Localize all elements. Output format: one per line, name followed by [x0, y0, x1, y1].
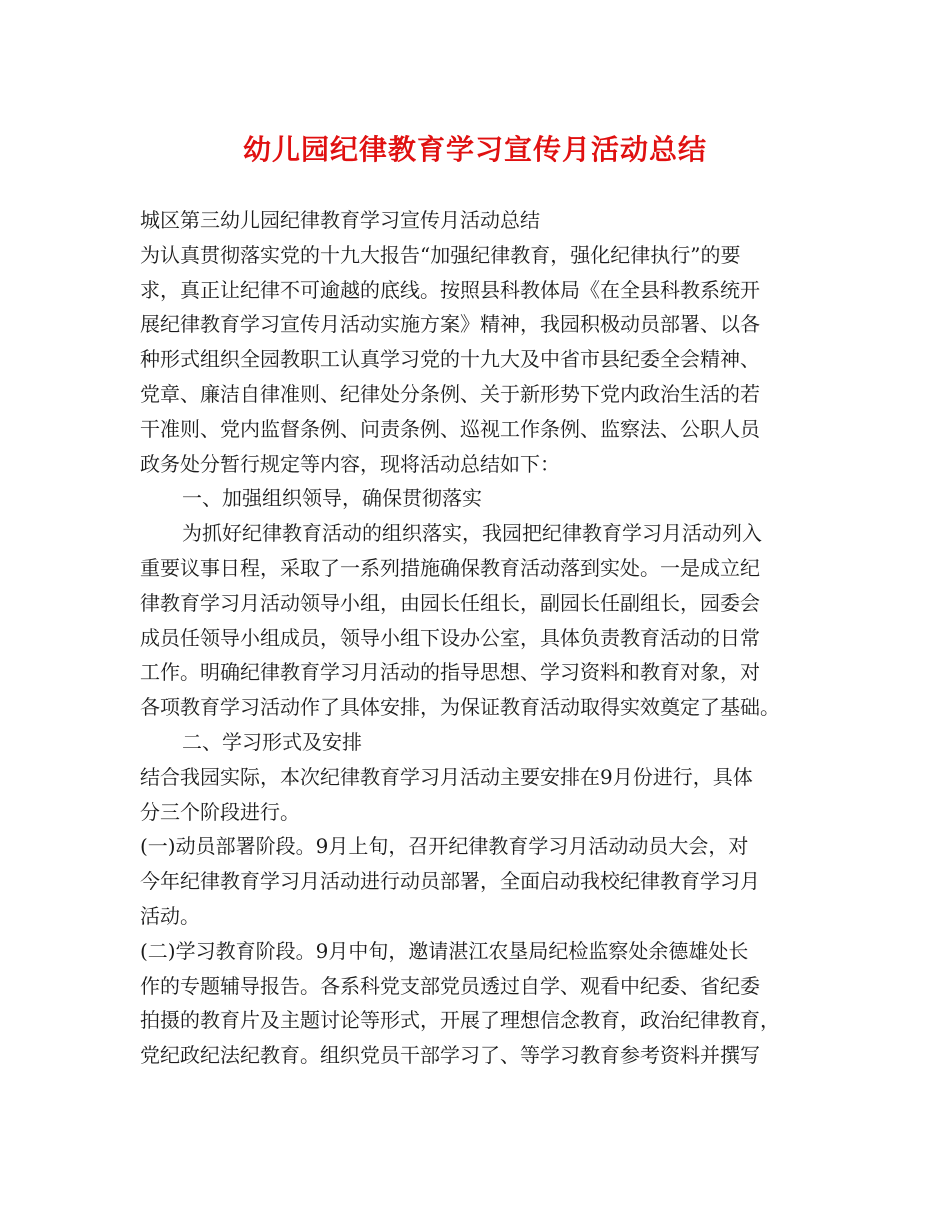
body-line: 今年纪律教育学习月活动进行动员部署，全面启动我校纪律教育学习月 — [140, 869, 760, 894]
body-line: 干准则、党内监督条例、问责条例、巡视工作条例、监察法、公职人员 — [140, 416, 760, 441]
body-line: 各项教育学习活动作了具体安排，为保证教育活动取得实效奠定了基础。 — [140, 695, 780, 720]
body-line: 为认真贯彻落实党的十九大报告“加强纪律教育，强化纪律执行”的要 — [140, 242, 741, 267]
document-title: 幼儿园纪律教育学习宣传月活动总结 — [242, 133, 707, 166]
document-body — [140, 203, 830, 1073]
body-line: 重要议事日程，采取了一系列措施确保教育活动落到实处。一是成立纪 — [140, 555, 760, 580]
body-line: 结合我园实际，本次纪律教育学习月活动主要安排在9月份进行，具体 — [140, 764, 753, 789]
body-line: 律教育学习月活动领导小组，由园长任组长，副园长任副组长，园委会 — [140, 590, 760, 615]
body-line: 工作。明确纪律教育学习月活动的指导思想、学习资料和教育对象，对 — [140, 660, 760, 685]
body-line: 一、加强组织领导，确保贯彻落实 — [182, 486, 482, 511]
body-line: 作的专题辅导报告。各系科党支部党员透过自学、观看中纪委、省纪委 — [140, 973, 760, 998]
body-line: 分三个阶段进行。 — [140, 799, 300, 824]
body-line: 城区第三幼儿园纪律教育学习宣传月活动总结 — [140, 208, 540, 232]
body-line: 展纪律教育学习宣传月活动实施方案》精神，我园积极动员部署、以各 — [140, 312, 760, 337]
body-line: 成员任领导小组成员，领导小组下设办公室，具体负责教育活动的日常 — [140, 625, 760, 650]
body-line: 党纪政纪法纪教育。组织党员干部学习了、等学习教育参考资料并撰写 — [140, 1043, 760, 1068]
body-line: 党章、廉洁自律准则、纪律处分条例、关于新形势下党内政治生活的若 — [140, 381, 760, 406]
body-line: 拍摄的教育片及主题讨论等形式，开展了理想信念教育，政治纪律教育， — [140, 1008, 780, 1033]
body-line: 二、学习形式及安排 — [182, 729, 362, 754]
body-line: 政务处分暂行规定等内容，现将活动总结如下： — [140, 451, 560, 476]
body-line: 求，真正让纪律不可逾越的底线。按照县科教体局《在全县科教系统开 — [140, 277, 760, 302]
body-line: (一)动员部署阶段。9月上旬，召开纪律教育学习月活动动员大会，对 — [140, 834, 749, 859]
body-line: 活动。 — [140, 903, 200, 928]
body-line: 种形式组织全园教职工认真学习党的十九大及中省市县纪委全会精神、 — [140, 347, 760, 372]
body-line: (二)学习教育阶段。9月中旬，邀请湛江农垦局纪检监察处余德雄处长 — [140, 938, 749, 963]
body-line: 为抓好纪律教育活动的组织落实，我园把纪律教育学习月活动列入 — [182, 521, 762, 546]
